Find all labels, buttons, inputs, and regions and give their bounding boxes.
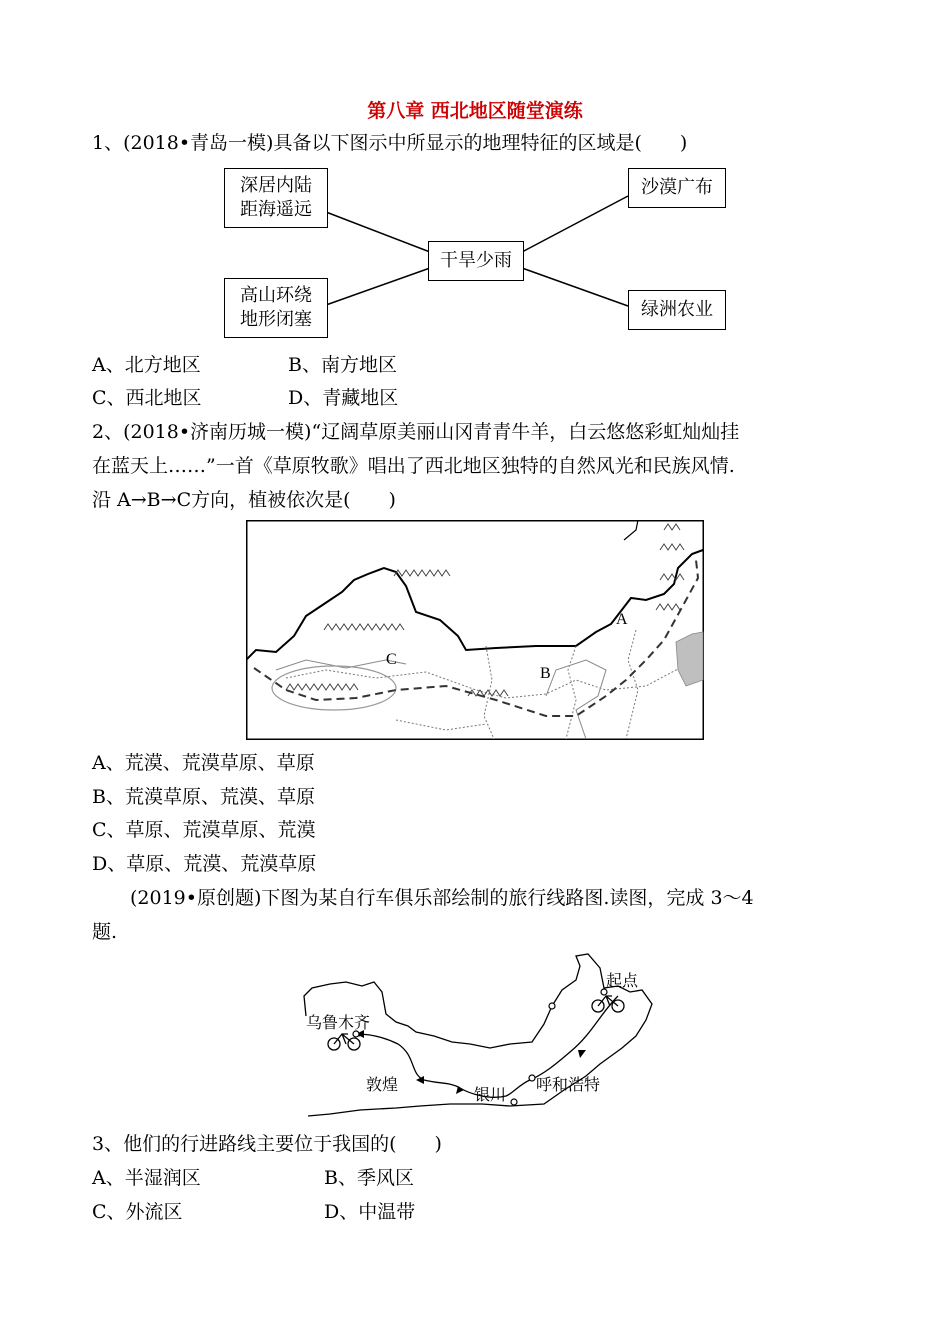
route-label-urumqi: 乌鲁木齐 (306, 1013, 371, 1032)
q2-stem-line-1: 2、(2018•济南历城一模)“辽阔草原美丽山冈青青牛羊，白云悠悠彩虹灿灿挂 (92, 421, 740, 443)
q1-option-c: C、西北地区 (92, 387, 202, 409)
route-label-hohhot: 呼和浩特 (536, 1075, 601, 1094)
q1-option-d: D、青藏地区 (288, 387, 399, 409)
diagram-box-oasis: 绿洲农业 (628, 290, 726, 330)
q3-option-a: A、半湿润区 (92, 1167, 201, 1189)
intro-line-2: 题. (92, 921, 118, 943)
q1-options-row-1 (92, 351, 397, 379)
q2-option-d: D、草原、荒漠、荒漠草原 (92, 853, 317, 875)
q2-option-a: A、荒漠、荒漠草原、草原 (92, 752, 315, 774)
q1-options-row-2 (92, 384, 398, 412)
diagram-box-inland: 深居内陆 距海遥远 (224, 168, 328, 228)
bicycle-icon-start (592, 996, 624, 1012)
map-label-c: C (386, 651, 397, 668)
q2-stem-line-3: 沿 A→B→C方向，植被依次是( ) (92, 489, 396, 511)
q3-option-c: C、外流区 (92, 1201, 183, 1223)
vegetation-map (246, 520, 704, 740)
q3-stem: 3、他们的行进路线主要位于我国的( ) (92, 1133, 442, 1155)
map-label-b: B (540, 665, 551, 682)
page-title: 第八章 西北地区随堂演练 (367, 100, 583, 122)
q2-stem-line-2: 在蓝天上……”一首《草原牧歌》唱出了西北地区独特的自然风光和民族风情. (92, 455, 735, 477)
q1-option-b: B、南方地区 (288, 354, 397, 376)
map-label-a: A (616, 611, 628, 628)
q3-options-row-2 (92, 1198, 415, 1226)
route-label-yinchuan: 银川 (474, 1085, 507, 1104)
q3-option-b: B、季风区 (324, 1167, 414, 1189)
diagram-box-mountains: 高山环绕 地形闭塞 (224, 278, 328, 338)
q2-option-c: C、草原、荒漠草原、荒漠 (92, 819, 316, 841)
q1-option-a: A、北方地区 (92, 354, 201, 376)
diagram-box-arid: 干旱少雨 (428, 241, 524, 281)
cycling-route-map (300, 944, 660, 1124)
intro-line-1: (2019•原创题)下图为某自行车俱乐部绘制的旅行线路图.读图，完成 3～4 (130, 887, 754, 909)
q2-option-b: B、荒漠草原、荒漠、草原 (92, 786, 315, 808)
route-label-dunhuang: 敦煌 (366, 1075, 399, 1094)
diagram-box-desert: 沙漠广布 (628, 168, 726, 208)
route-label-start: 起点 (606, 971, 639, 990)
q3-option-d: D、中温带 (324, 1201, 416, 1223)
q3-options-row-1 (92, 1164, 414, 1192)
q1-stem: 1、(2018•青岛一模)具备以下图示中所显示的地理特征的区域是( ) (92, 132, 688, 154)
